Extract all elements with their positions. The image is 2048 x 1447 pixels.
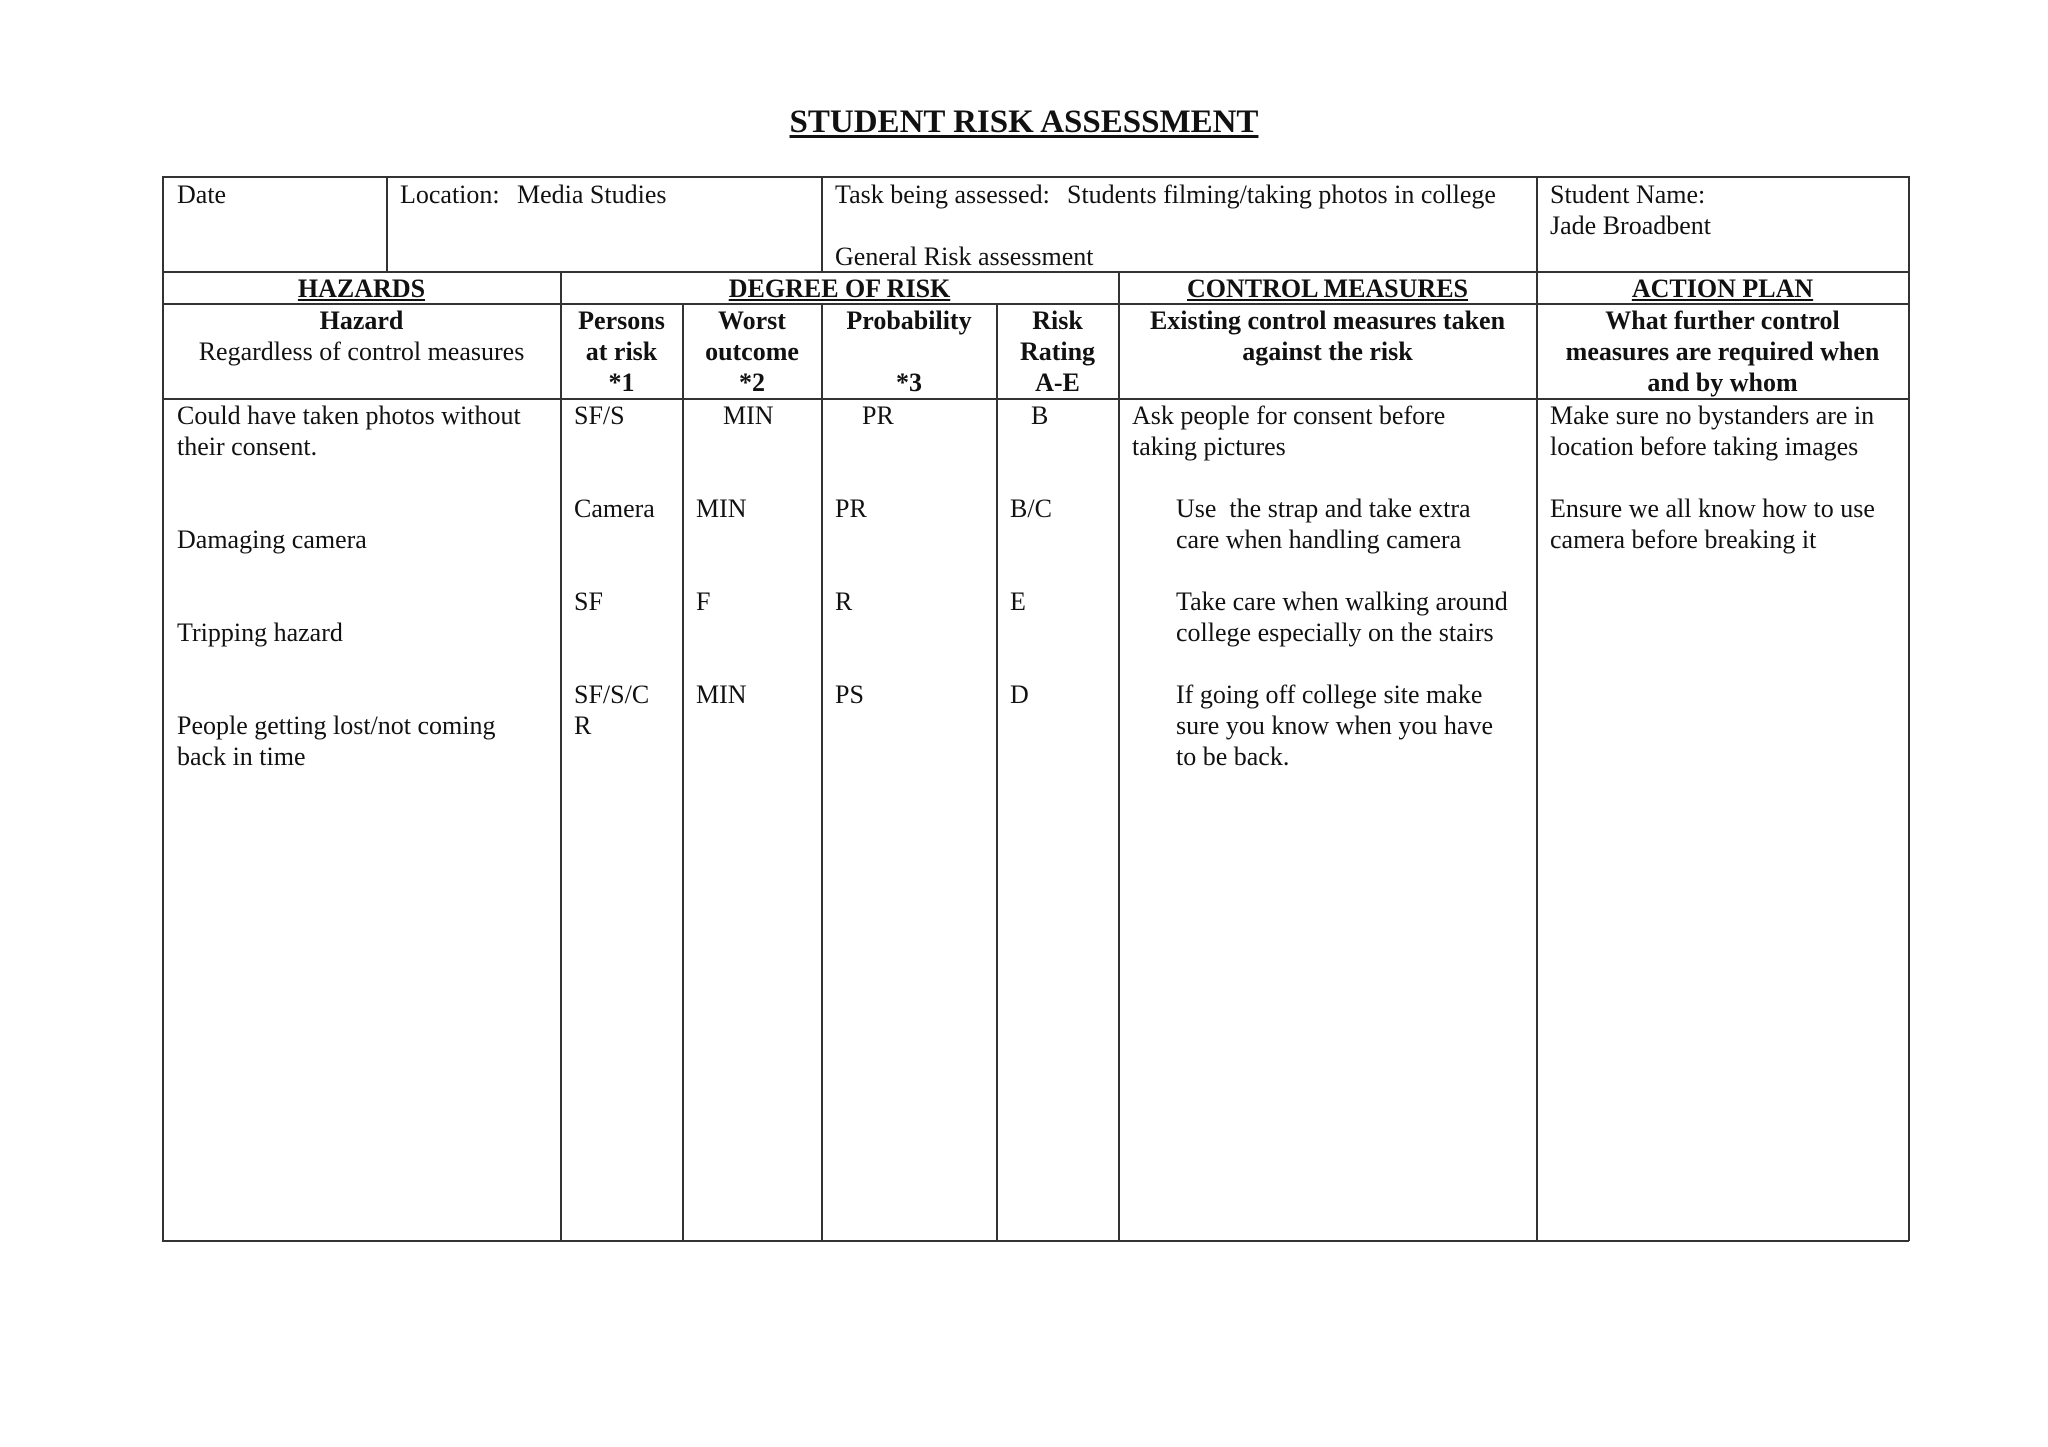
- date-label: Date: [177, 180, 227, 209]
- header-rating-line2: Rating: [1019, 337, 1096, 366]
- header-existing-line1: Existing control measures taken: [1149, 306, 1506, 335]
- task-type: General Risk assessment: [835, 242, 1094, 271]
- hazard-text: Tripping hazard: [177, 618, 343, 647]
- worst-outcome: MIN: [696, 494, 747, 523]
- probability: PR: [835, 494, 867, 523]
- control-measure: If going off college site make: [1176, 680, 1483, 709]
- col-divider-5: [1118, 303, 1120, 1241]
- location-label: Location:: [400, 180, 500, 209]
- worst-outcome: MIN: [696, 680, 747, 709]
- control-measure: care when handling camera: [1176, 525, 1462, 554]
- col-divider-3: [821, 303, 823, 1241]
- col-divider-6: [1536, 303, 1538, 1241]
- persons-at-risk: SF/S: [574, 401, 625, 430]
- header-worst-line1: Worst: [718, 306, 786, 335]
- action-plan: Ensure we all know how to use: [1550, 494, 1875, 523]
- probability: PR: [862, 401, 894, 430]
- header-further-line3: and by whom: [1647, 368, 1798, 397]
- worst-outcome: F: [696, 587, 711, 616]
- col-divider-2: [682, 303, 684, 1241]
- hazard-text: People getting lost/not coming: [177, 711, 496, 740]
- section-action-plan: ACTION PLAN: [1631, 274, 1814, 303]
- info-divider-1: [386, 176, 388, 272]
- document-title: STUDENT RISK ASSESSMENT: [789, 104, 1259, 140]
- persons-at-risk: R: [574, 711, 592, 740]
- action-plan: location before taking images: [1550, 432, 1859, 461]
- col-divider-4: [996, 303, 998, 1241]
- risk-rating: B: [1031, 401, 1049, 430]
- action-plan: camera before breaking it: [1550, 525, 1817, 554]
- section-hazards: HAZARDS: [297, 274, 426, 303]
- control-measure: Use the strap and take extra: [1176, 494, 1471, 523]
- hazard-text: back in time: [177, 742, 306, 771]
- hazard-text: Damaging camera: [177, 525, 367, 554]
- header-persons-line2: at risk: [585, 337, 658, 366]
- probability: R: [835, 587, 853, 616]
- header-worst-line3: *2: [739, 368, 765, 397]
- hazard-text: Could have taken photos without: [177, 401, 521, 430]
- risk-rating: E: [1010, 587, 1026, 616]
- task-label: Task being assessed:: [835, 180, 1050, 209]
- probability: PS: [835, 680, 864, 709]
- info-divider-3: [1536, 176, 1538, 272]
- table-border-top: [162, 176, 1909, 178]
- section-degree-of-risk: DEGREE OF RISK: [728, 274, 951, 303]
- header-rating-line1: Risk: [1032, 306, 1083, 335]
- task-value: Students filming/taking photos in college: [1067, 180, 1496, 209]
- header-hazard-sub: Regardless of control measures: [198, 337, 525, 366]
- risk-rating: B/C: [1010, 494, 1052, 523]
- persons-at-risk: SF/S/C: [574, 680, 650, 709]
- section-control-measures: CONTROL MEASURES: [1187, 274, 1468, 303]
- header-rating-line3: A-E: [1035, 368, 1080, 397]
- header-further-line2: measures are required when: [1565, 337, 1880, 366]
- header-persons-line3: *1: [608, 368, 635, 397]
- location-value: Media Studies: [517, 180, 667, 209]
- header-worst-line2: outcome: [705, 337, 799, 366]
- control-measure: Ask people for consent before: [1132, 401, 1446, 430]
- control-measure: Take care when walking around: [1176, 587, 1508, 616]
- header-persons-line1: Persons: [578, 306, 665, 335]
- action-plan: Make sure no bystanders are in: [1550, 401, 1875, 430]
- col-divider-1: [560, 303, 562, 1241]
- student-name-label: Student Name:: [1550, 180, 1706, 209]
- control-measure: sure you know when you have: [1176, 711, 1493, 740]
- header-probability-line2: *3: [896, 368, 922, 397]
- table-border-right: [1908, 176, 1910, 1241]
- hazard-text: their consent.: [177, 432, 318, 461]
- control-measure: college especially on the stairs: [1176, 618, 1494, 647]
- control-measure: to be back.: [1176, 742, 1290, 771]
- persons-at-risk: SF: [574, 587, 603, 616]
- table-border-bottom: [162, 1240, 1909, 1242]
- header-hazard: Hazard: [319, 306, 404, 335]
- risk-rating: D: [1010, 680, 1029, 709]
- control-measure: taking pictures: [1132, 432, 1286, 461]
- worst-outcome: MIN: [723, 401, 774, 430]
- info-divider-2: [821, 176, 823, 272]
- header-probability-line1: Probability: [846, 306, 972, 335]
- student-name-value: Jade Broadbent: [1550, 211, 1712, 240]
- header-existing-line2: against the risk: [1242, 337, 1413, 366]
- persons-at-risk: Camera: [574, 494, 655, 523]
- header-further-line1: What further control: [1605, 306, 1840, 335]
